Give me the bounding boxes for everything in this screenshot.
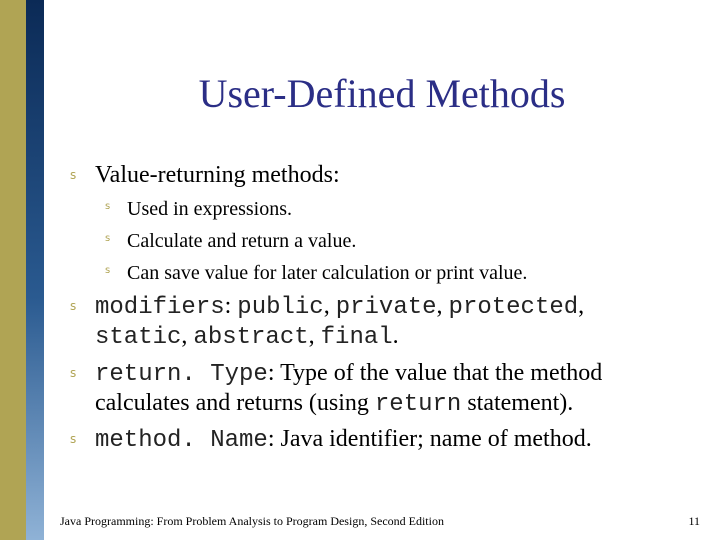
- code-methodname: method. Name: [95, 427, 268, 454]
- bullet-returntype-line2: [95, 388, 695, 420]
- code-return: return: [374, 391, 462, 418]
- code-returntype: return. Type: [95, 361, 268, 388]
- footer-book-title: Java Programming: From Problem Analysis to Program Design, Second Edition: [60, 514, 444, 528]
- separator: ,: [181, 323, 194, 349]
- sub-bullet-icon: s: [105, 233, 111, 244]
- sub-bullet-used-in-expressions: Used in expressions.: [127, 198, 292, 220]
- separator: ,: [308, 323, 321, 349]
- code-public: public: [237, 294, 324, 321]
- bullet-icon: s: [70, 432, 77, 446]
- sub-bullet-icon: s: [105, 201, 111, 212]
- returntype-description-cont: calculates and returns (using: [95, 390, 375, 416]
- returntype-description-end: statement).: [461, 390, 574, 416]
- separator: :: [224, 293, 238, 319]
- code-private: private: [335, 294, 437, 321]
- side-decorative-band: [0, 0, 44, 540]
- side-band-olive: [0, 0, 26, 540]
- page-number: 11: [688, 514, 700, 528]
- sub-bullet-save-value: Can save value for later calculation or print value.: [127, 262, 528, 284]
- side-band-navy: [26, 0, 44, 540]
- bullet-icon: s: [70, 366, 77, 380]
- code-final: final: [320, 324, 393, 351]
- bullet-methodname: [95, 424, 695, 456]
- period: .: [392, 323, 399, 349]
- returntype-description: : Type of the value that the method: [267, 360, 603, 386]
- slide-title: User-Defined Methods: [198, 71, 566, 116]
- code-modifiers: modifiers: [95, 294, 225, 321]
- bullet-icon: s: [70, 299, 77, 313]
- code-static: static: [95, 324, 182, 351]
- bullet-icon: s: [70, 168, 77, 182]
- separator: ,: [436, 293, 449, 319]
- sub-bullet-icon: s: [105, 265, 111, 276]
- bullet-returntype-line1: [95, 358, 695, 390]
- code-protected: protected: [448, 294, 579, 321]
- separator: ,: [323, 293, 336, 319]
- bullet-value-returning-methods: Value-returning methods:: [95, 162, 340, 188]
- sub-bullet-calculate-return: Calculate and return a value.: [127, 230, 357, 252]
- methodname-description: : Java identifier; name of method.: [267, 426, 592, 452]
- bullet-modifiers-line2: [95, 321, 695, 353]
- bullet-modifiers-line1: [95, 291, 695, 323]
- separator: ,: [578, 293, 585, 319]
- code-abstract: abstract: [193, 324, 309, 351]
